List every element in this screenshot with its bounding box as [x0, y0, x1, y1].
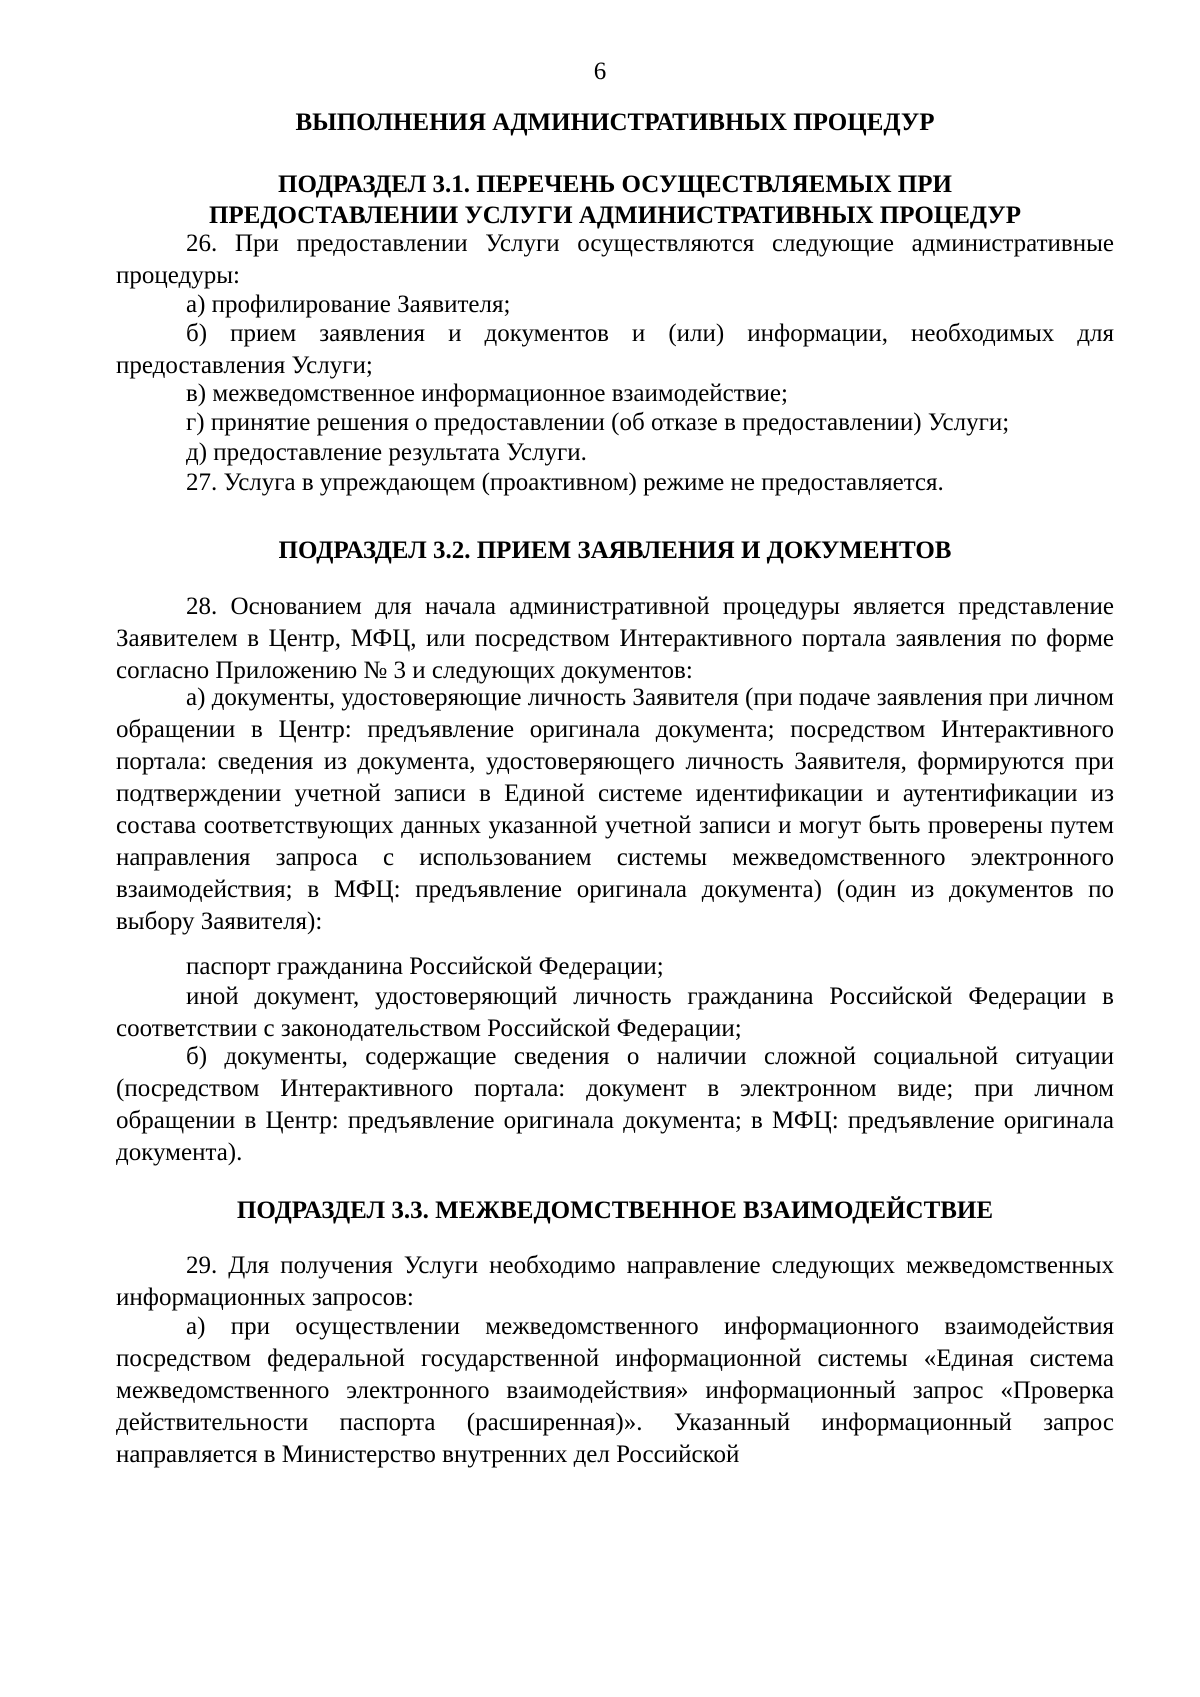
list-item-b: б) прием заявления и документов и (или) информации, необходимых для предоставления Услуги;: [116, 320, 1114, 379]
subsection-3-1-heading-line1: ПОДРАЗДЕЛ 3.1. ПЕРЕЧЕНЬ ОСУЩЕСТВЛЯЕМЫХ ПРИ: [278, 171, 952, 198]
subsection-3-3-heading: ПОДРАЗДЕЛ 3.3. МЕЖВЕДОМСТВЕННОЕ ВЗАИМОДЕЙСТВИЕ: [236, 1197, 994, 1224]
list-item-a: а) профилирование Заявителя;: [186, 291, 511, 318]
section-heading-procedures: ВЫПОЛНЕНИЯ АДМИНИСТРАТИВНЫХ ПРОЦЕДУР: [295, 109, 935, 136]
paragraph-26: 26. При предоставлении Услуги осуществляются следующие административные процедуры:: [116, 230, 1114, 289]
list-item-b-social-docs: б) документы, содержащие сведения о наличии сложной социальной ситуации (посредством Интерактивного портала: документ в электронном виде; при личном обращении в Центр: предъявление оригинала документа; в МФЦ: предъявление оригинала документа).: [116, 1043, 1114, 1166]
list-item-v: в) межведомственное информационное взаимодействие;: [186, 380, 788, 407]
list-item-d: д) предоставление результата Услуги.: [186, 439, 587, 466]
list-item-g: г) принятие решения о предоставлении (об отказе в предоставлении) Услуги;: [186, 409, 1010, 436]
page-number: 6: [593, 58, 607, 85]
paragraph-29: 29. Для получения Услуги необходимо направление следующих межведомственных информационных запросов:: [116, 1252, 1114, 1311]
paragraph-28: 28. Основанием для начала административной процедуры является представление Заявителем в Центр, МФЦ, или посредством Интерактивного портала заявления по форме согласно Приложению № 3 и следующих документов:: [116, 593, 1114, 684]
subsection-3-1-heading-line2: ПРЕДОСТАВЛЕНИИ УСЛУГИ АДМИНИСТРАТИВНЫХ ПРОЦЕДУР: [208, 202, 1022, 229]
paragraph-27: 27. Услуга в упреждающем (проактивном) режиме не предоставляется.: [186, 469, 944, 496]
list-item-a-identity-docs: а) документы, удостоверяющие личность Заявителя (при подаче заявления при личном обращении в Центр: предъявление оригинала документа; посредством Интерактивного портала: сведения из документа, удостоверяющего личность Заявителя, формируются при подтверждении учетной записи в Единой системе идентификации и аутентификации из состава соответствующих данных указанной учетной записи и могут быть проверены путем направления запроса с использованием системы межведомственного электронного взаимодействия; в МФЦ: предъявление оригинала документа) (один из документов по выбору Заявителя):: [116, 684, 1114, 935]
subsection-3-2-heading: ПОДРАЗДЕЛ 3.2. ПРИЕМ ЗАЯВЛЕНИЯ И ДОКУМЕНТОВ: [278, 537, 952, 564]
list-item-a-interagency: а) при осуществлении межведомственного информационного взаимодействия посредством федеральной государственной информационной системы «Единая система межведомственного электронного взаимодействия» информационный запрос «Проверка действительности паспорта (расширенная)». Указанный информационный запрос направляется в Министерство внутренних дел Российской: [116, 1313, 1114, 1468]
list-item-other-document: иной документ, удостоверяющий личность гражданина Российской Федерации в соответствии с законодательством Российской Федерации;: [116, 983, 1114, 1042]
list-item-passport: паспорт гражданина Российской Федерации;: [186, 953, 664, 980]
